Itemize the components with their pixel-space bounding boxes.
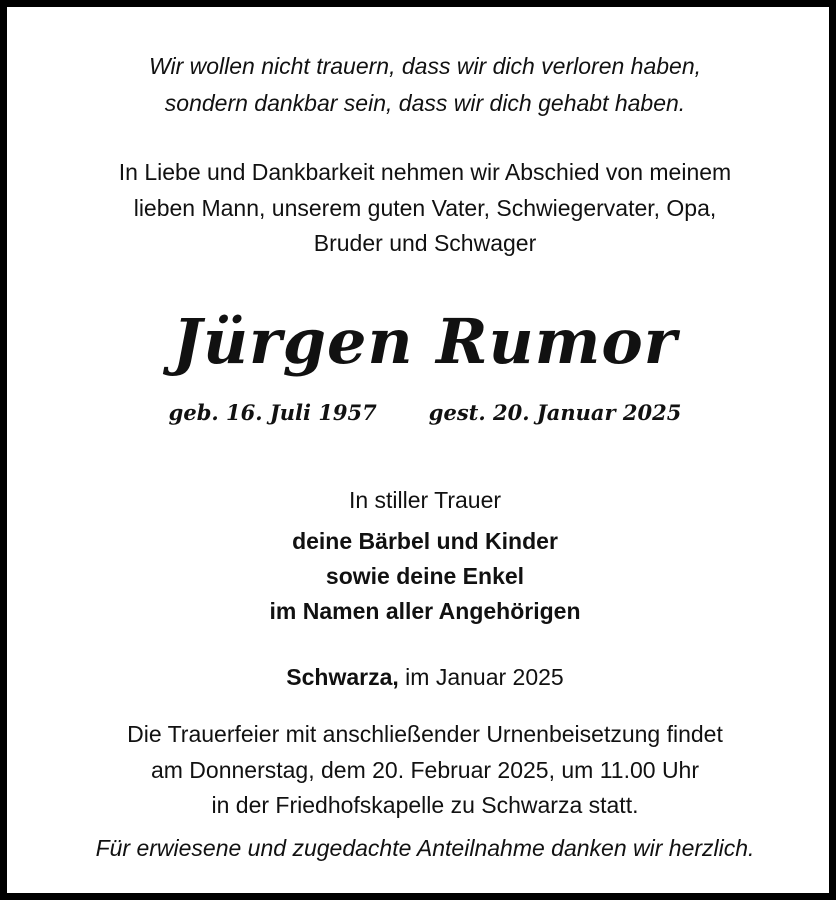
place-date: im Januar 2025 [405,664,564,690]
mourners-line-1: deine Bärbel und Kinder [292,528,558,554]
quote-line-1: Wir wollen nicht trauern, dass wir dich verloren haben, [148,53,702,79]
mourners-heading: In stiller Trauer [348,487,502,513]
place-date-line [14,662,836,692]
life-dates [14,399,836,427]
place-town: Schwarza, [286,664,399,690]
quote-line-2: sondern dankbar sein, dass wir dich gehabt haben. [164,90,686,116]
deceased-name: Jürgen Rumor [172,305,678,378]
thanks-line: Für erwiesene und zugedachte Anteilnahme danken wir herzlich. [95,835,755,861]
birth-date: geb. 16. Juli 1957 [168,400,377,425]
mourners-line-2: sowie deine Enkel [325,563,525,589]
intro-line-1: In Liebe und Dankbarkeit nehmen wir Abschied von meinem [118,159,732,185]
intro-line-3: Bruder und Schwager [313,230,537,256]
death-date: gest. 20. Januar 2025 [428,400,682,425]
service-line-1: Die Trauerfeier mit anschließender Urnenbeisetzung findet [127,721,723,747]
intro-line-2: lieben Mann, unserem guten Vater, Schwiegervater, Opa, [133,195,717,221]
service-line-2: am Donnerstag, dem 20. Februar 2025, um 11.00 Uhr [150,757,700,783]
service-line-3: in der Friedhofskapelle zu Schwarza statt. [211,792,639,818]
mourners-line-3: im Namen aller Angehörigen [269,598,581,624]
